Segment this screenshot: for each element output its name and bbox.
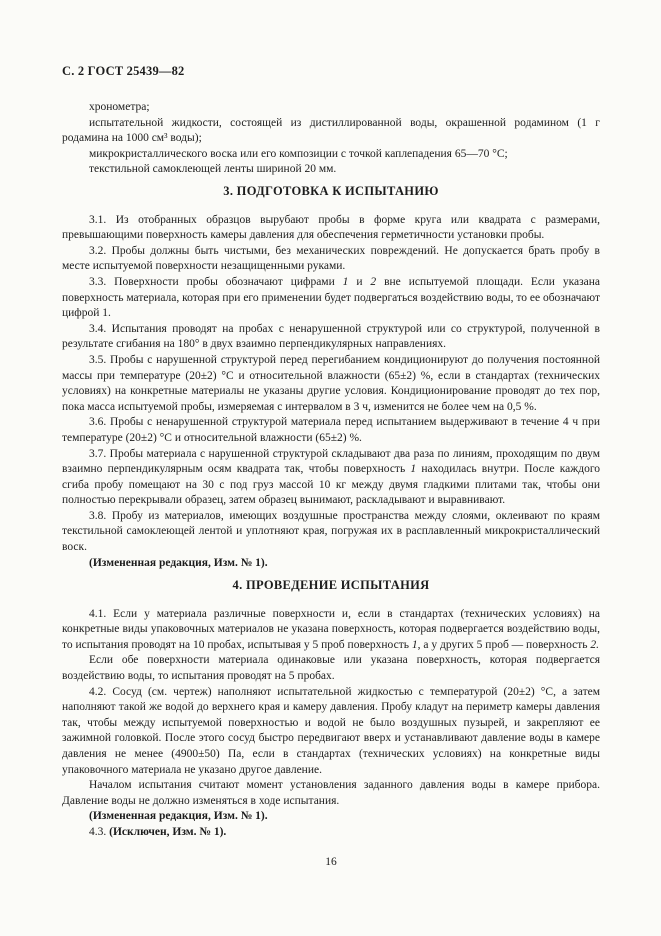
- paragraph-3-8: 3.8. Пробу из материалов, имеющих воздушные пространства между слоями, оклеивают по краям текстильной самоклеющей лентой и уплотняют края, погружая их в расплавленный микрокристаллический воск.: [62, 509, 600, 554]
- intro-line: испытательной жидкости, состоящей из дистиллированной воды, окрашенной родамином (1 г родамина на 1000 см³ воды);: [62, 116, 600, 145]
- amendment-note: (Измененная редакция, Изм. № 1).: [89, 810, 268, 823]
- intro-list: [62, 100, 600, 178]
- intro-line: микрокристаллического воска или его композиции с точкой каплепадения 65—70 °С;: [89, 147, 508, 160]
- paragraph-3-6: 3.6. Пробы с ненарушенной структурой материала перед испытанием выдерживают в течение 4 ч при температуре (20±2) °С и относительной влажности (65±2) %.: [62, 416, 600, 444]
- section-4: [62, 578, 600, 841]
- running-header: С. 2 ГОСТ 25439—82: [62, 64, 185, 78]
- paragraph-3-4: 3.4. Испытания проводят на пробах с ненарушенной структурой или со структурой, полученной в результате сгибания на 180° в двух взаимно перпендикулярных направлениях.: [62, 322, 600, 351]
- intro-line: текстильной самоклеющей ленты шириной 20 мм.: [89, 163, 337, 176]
- intro-line: хронометра;: [89, 101, 150, 113]
- paragraph-3-3: 3.3. Поверхности пробы обозначают цифрами 1 и 2 вне испытуемой площади. Если указана поверхность материала, которая при его применении будет подвергаться воздействию воды, то ее обозначают цифрой 1.: [62, 275, 601, 320]
- paragraph-3-5: 3.5. Пробы с нарушенной структурой перед перегибанием кондиционируют до получения постоянной массы при температуре (20±2) °С и относительной влажности (65±2) %, если в стандартах (технических условиях) на конкретные материалы не указаны другие условия. Кондиционирование проводят до тех пор, пока масса испытуемой пробы, измеряемая с интервалом в 3 ч, изменится не более чем на 0,5 %.: [62, 353, 600, 413]
- paragraph-4-1: 4.1. Если у материала различные поверхности и, если в стандартах (технических условиях) на конкретные виды упаковочных материалов не указана поверхность, которая подвергается воздействию воды, то испытания проводят на 10 пробах, испытывая у 5 проб поверхность 1, а у других 5 проб — поверхность 2.: [62, 607, 600, 651]
- section-4-title: 4. ПРОВЕДЕНИЕ ИСПЫТАНИЯ: [232, 578, 430, 592]
- paragraph-4-2-cont: Началом испытания считают момент установления заданного давления воды в камере прибора. Давление воды не должно изменяться в ходе испытания.: [62, 779, 600, 807]
- paragraph-3-2: 3.2. Пробы должны быть чистыми, без механических повреждений. Не допускается брать пробу в месте испытуемой поверхности незащищенными руками.: [62, 244, 600, 273]
- section-3: [62, 184, 600, 571]
- paragraph-4-2: 4.2. Сосуд (см. чертеж) наполняют испытательной жидкостью с температурой (20±2) °С, а затем наполняют такой же водой до верхнего края и камеру давления. Пробу кладут на периметр камеры давления так, чтобы между испытуемой поверхностью и водой не было воздушных пузырей, и закрепляют ее зажимной головкой. После этого сосуд быстро передвигают вверх и устанавливают давление воды в камере давления не менее (4900±50) Па, если в стандартах (технических условиях) на конкретные виды упаковочного материала не указано другое давление.: [62, 685, 600, 776]
- page-number: 16: [325, 856, 337, 868]
- amendment-note: (Измененная редакция, Изм. № 1).: [89, 556, 268, 569]
- paragraph-4-3: 4.3. (Исключен, Изм. № 1).: [89, 825, 227, 838]
- paragraph-3-1: 3.1. Из отобранных образцов вырубают пробы в форме круга или квадрата с размерами, превышающими поверхность камеры давления для обеспечения герметичности установки пробы.: [62, 213, 600, 242]
- paragraph-3-7: 3.7. Пробы материала с нарушенной структурой складывают два раза по линиям, проходящим по двум взаимно перпендикулярным осям квадрата так, чтобы поверхность 1 находилась внутри. После каждого сгиба пробу помещают на 30 с под груз массой 10 кг между двумя гладкими плитами так, чтобы они полностью перекрывали образец, затем образец вынимают, раскладывают и выравнивают.: [62, 447, 601, 507]
- paragraph-4-1-cont: Если обе поверхности материала одинаковые или указана поверхность, которая подвергается воздействию воды, то испытания проводят на 5 пробах.: [62, 654, 600, 682]
- section-3-title: 3. ПОДГОТОВКА К ИСПЫТАНИЮ: [223, 184, 439, 198]
